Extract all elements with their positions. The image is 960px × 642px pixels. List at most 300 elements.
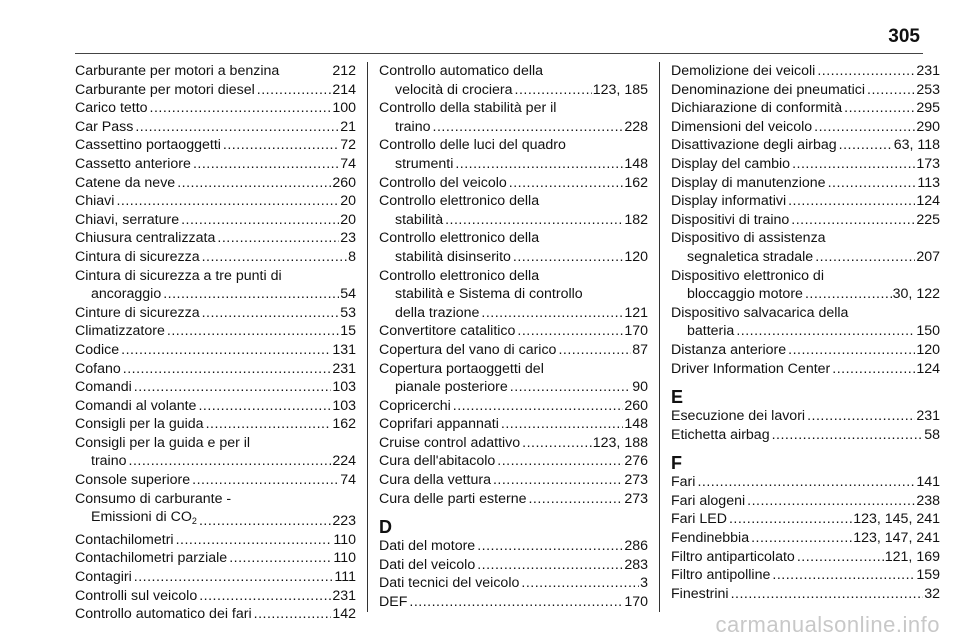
index-entry bbox=[379, 99, 648, 136]
index-entry bbox=[75, 360, 356, 379]
entry-term: Esecuzione dei lavori bbox=[671, 408, 806, 425]
entry-page-ref: 90 bbox=[632, 379, 648, 396]
entry-term: Chiusura centralizzata bbox=[75, 230, 216, 247]
entry-term: Controllo del veicolo bbox=[379, 174, 507, 191]
entry-page-ref: 120 bbox=[624, 248, 648, 265]
index-entry bbox=[671, 81, 940, 100]
index-entry bbox=[379, 267, 648, 323]
entry-term: Chiavi bbox=[75, 193, 115, 210]
index-entry bbox=[75, 248, 356, 267]
entry-term: Filtro antipolline bbox=[671, 567, 771, 584]
index-column-2 bbox=[367, 62, 648, 612]
entry-leader-dots bbox=[121, 341, 331, 360]
entry-term: Distanza anteriore bbox=[671, 341, 787, 358]
entry-page-ref: 260 bbox=[624, 397, 648, 414]
entry-leader-dots bbox=[867, 81, 915, 100]
index-entry bbox=[671, 62, 940, 81]
index-entry bbox=[75, 81, 356, 100]
index-entry bbox=[379, 62, 648, 99]
entry-page-ref: 225 bbox=[916, 211, 940, 228]
index-entry bbox=[75, 341, 356, 360]
entry-page-ref: 142 bbox=[332, 606, 356, 623]
index-entry bbox=[671, 548, 940, 567]
index-entry bbox=[671, 99, 940, 118]
index-entry bbox=[75, 471, 356, 490]
entry-page-ref: 21 bbox=[340, 118, 356, 135]
entry-term: Cura della vettura bbox=[379, 472, 491, 489]
index-entry bbox=[379, 452, 648, 471]
index-entry bbox=[75, 304, 356, 323]
entry-page-ref: 182 bbox=[624, 211, 648, 228]
entry-term-first-line: Consigli per la guida e per il bbox=[75, 434, 251, 451]
entry-term: Filtro antiparticolato bbox=[671, 548, 795, 565]
index-entry bbox=[379, 136, 648, 173]
entry-term: Catene da neve bbox=[75, 174, 176, 191]
entry-leader-dots bbox=[814, 118, 915, 137]
index-entry bbox=[671, 211, 940, 230]
index-entry-line bbox=[379, 81, 648, 100]
entry-term: DEF bbox=[379, 594, 408, 611]
entry-page-ref: 170 bbox=[624, 594, 648, 611]
entry-page-ref: 74 bbox=[340, 472, 356, 489]
entry-page-ref: 162 bbox=[624, 174, 648, 191]
entry-page-ref: 207 bbox=[916, 248, 940, 265]
entry-page-ref: 113 bbox=[917, 174, 940, 191]
entry-leader-dots bbox=[788, 341, 915, 360]
entry-leader-dots bbox=[736, 322, 915, 341]
entry-term: Codice bbox=[75, 341, 120, 358]
index-entry bbox=[671, 473, 940, 492]
entry-leader-dots bbox=[134, 568, 334, 587]
entry-term: Copertura del vano di carico bbox=[379, 341, 557, 358]
entry-leader-dots bbox=[828, 174, 917, 193]
index-entry bbox=[75, 118, 356, 137]
entry-page-ref: 100 bbox=[332, 100, 356, 117]
entry-leader-dots bbox=[254, 605, 332, 624]
entry-leader-dots bbox=[493, 471, 623, 490]
entry-term-subscript-wrap bbox=[91, 508, 197, 531]
entry-term: Coprifari appannati bbox=[379, 416, 499, 433]
index-column-1 bbox=[75, 62, 356, 624]
index-entry bbox=[75, 62, 356, 81]
index-entry bbox=[75, 136, 356, 155]
entry-term: Fari LED bbox=[671, 511, 727, 528]
entry-page-ref: 54 bbox=[340, 286, 356, 303]
entry-leader-dots bbox=[199, 587, 331, 606]
index-entry bbox=[75, 397, 356, 416]
entry-leader-dots bbox=[202, 248, 348, 267]
entry-page-ref: 20 bbox=[340, 193, 356, 210]
entry-leader-dots bbox=[198, 397, 331, 416]
entry-leader-dots bbox=[513, 248, 623, 267]
entry-term: Fari bbox=[671, 474, 696, 491]
index-entry bbox=[379, 192, 648, 229]
entry-page-ref: 58 bbox=[924, 426, 940, 443]
entry-term-first-line: Controllo elettronico della bbox=[379, 230, 540, 247]
entry-term: Cofano bbox=[75, 360, 121, 377]
entry-term-first-line: Controllo delle luci del quadro bbox=[379, 137, 566, 154]
entry-page-ref: 276 bbox=[624, 453, 648, 470]
index-entry bbox=[379, 397, 648, 416]
index-entry bbox=[75, 267, 356, 304]
entry-page-ref: 283 bbox=[624, 556, 648, 573]
entry-page-ref: 148 bbox=[624, 155, 648, 172]
index-entry bbox=[379, 415, 648, 434]
entry-leader-dots bbox=[150, 99, 332, 118]
entry-term: Dati tecnici del veicolo bbox=[379, 575, 520, 592]
entry-leader-dots bbox=[477, 537, 623, 556]
entry-leader-dots bbox=[731, 585, 924, 604]
entry-page-ref: 286 bbox=[624, 538, 648, 555]
entry-page-ref: 148 bbox=[624, 416, 648, 433]
entry-page-ref: 223 bbox=[332, 513, 356, 530]
entry-page-ref: 110 bbox=[333, 531, 356, 548]
entry-leader-dots bbox=[772, 566, 915, 585]
entry-term-middle-line: stabilità e Sistema di controllo bbox=[395, 286, 583, 303]
entry-page-ref: 231 bbox=[332, 587, 356, 604]
entry-leader-dots bbox=[697, 473, 915, 492]
entry-leader-dots bbox=[817, 62, 915, 81]
entry-term: Denominazione dei pneumatici bbox=[671, 81, 866, 98]
entry-leader-dots bbox=[481, 304, 623, 323]
entry-term-first-line: Consumo di carburante - bbox=[75, 490, 232, 507]
entry-leader-dots bbox=[134, 378, 332, 397]
index-entry-line bbox=[379, 304, 648, 323]
entry-term: Cintura di sicurezza bbox=[75, 248, 200, 265]
entry-leader-dots bbox=[807, 407, 915, 426]
index-entry-line bbox=[379, 211, 648, 230]
index-entry bbox=[671, 585, 940, 604]
index-entry bbox=[671, 192, 940, 211]
entry-leader-dots bbox=[558, 341, 631, 360]
entry-leader-dots bbox=[815, 248, 915, 267]
entry-term-first-line: Controllo elettronico della bbox=[379, 267, 540, 284]
entry-term: Dimensioni del veicolo bbox=[671, 118, 813, 135]
index-column-3 bbox=[659, 62, 940, 612]
entry-leader-dots bbox=[797, 548, 884, 567]
index-entry bbox=[75, 415, 356, 434]
entry-leader-dots bbox=[129, 452, 332, 471]
entry-page-ref: 162 bbox=[332, 416, 356, 433]
entry-leader-dots bbox=[832, 360, 915, 379]
entry-leader-dots bbox=[167, 322, 339, 341]
entry-page-ref: 124 bbox=[916, 360, 940, 377]
entry-leader-dots bbox=[433, 118, 624, 137]
entry-leader-dots bbox=[805, 285, 892, 304]
index-entry bbox=[379, 471, 648, 490]
entry-leader-dots bbox=[163, 285, 339, 304]
index-entry-line bbox=[75, 452, 356, 471]
index-entry bbox=[671, 510, 940, 529]
entry-term: Copricerchi bbox=[379, 397, 451, 414]
entry-leader-dots bbox=[792, 155, 915, 174]
index-entry bbox=[671, 341, 940, 360]
entry-page-ref: 231 bbox=[332, 360, 356, 377]
index-entry bbox=[671, 407, 940, 426]
entry-term: batteria bbox=[687, 323, 735, 340]
index-entry-line bbox=[379, 155, 648, 174]
entry-leader-dots bbox=[217, 229, 339, 248]
index-entry-line bbox=[75, 285, 356, 304]
entry-term: Console superiore bbox=[75, 472, 191, 489]
entry-page-ref: 32 bbox=[924, 585, 940, 602]
index-entry bbox=[75, 174, 356, 193]
entry-term-first-line: Cintura di sicurezza a tre punti di bbox=[75, 267, 282, 284]
entry-leader-dots bbox=[510, 378, 631, 397]
entry-page-ref: 3 bbox=[640, 575, 648, 592]
entry-page-ref: 159 bbox=[916, 567, 940, 584]
entry-term: strumenti bbox=[395, 155, 454, 172]
entry-leader-dots bbox=[123, 360, 332, 379]
index-entry bbox=[379, 434, 648, 453]
entry-leader-dots bbox=[116, 192, 339, 211]
index-entry bbox=[379, 490, 648, 509]
entry-leader-dots bbox=[791, 211, 915, 230]
entry-term: pianale posteriore bbox=[395, 379, 508, 396]
index-entry bbox=[75, 211, 356, 230]
entry-page-ref: 121, 169 bbox=[884, 548, 940, 565]
index-entry bbox=[379, 537, 648, 556]
entry-term: Cinture di sicurezza bbox=[75, 304, 200, 321]
index-entry bbox=[75, 605, 356, 624]
entry-page-ref: 20 bbox=[340, 211, 356, 228]
entry-leader-dots bbox=[788, 192, 915, 211]
entry-page-ref: 111 bbox=[334, 569, 356, 586]
entry-leader-dots bbox=[839, 136, 893, 155]
entry-term: Consigli per la guida bbox=[75, 416, 204, 433]
entry-page-ref: 150 bbox=[916, 323, 940, 340]
index-entry bbox=[75, 322, 356, 341]
entry-term: segnaletica stradale bbox=[687, 248, 814, 265]
entry-term-first-line: Dispositivo elettronico di bbox=[671, 267, 824, 284]
index-entry bbox=[379, 574, 648, 593]
entry-leader-dots bbox=[521, 574, 639, 593]
entry-leader-dots bbox=[177, 174, 331, 193]
index-entry bbox=[75, 378, 356, 397]
entry-page-ref: 53 bbox=[340, 304, 356, 321]
index-entry bbox=[671, 426, 940, 445]
entry-term: Display informativi bbox=[671, 193, 787, 210]
entry-leader-dots bbox=[772, 426, 924, 445]
index-entry bbox=[379, 556, 648, 575]
entry-term: traino bbox=[91, 453, 127, 470]
entry-leader-dots bbox=[515, 81, 592, 100]
entry-leader-dots bbox=[453, 397, 624, 416]
entry-term: Etichetta airbag bbox=[671, 426, 770, 443]
entry-leader-dots bbox=[522, 434, 592, 453]
entry-term: Dispositivi di traino bbox=[671, 211, 790, 228]
index-entry bbox=[379, 174, 648, 193]
index-entry bbox=[671, 229, 940, 266]
entry-page-ref: 103 bbox=[332, 379, 356, 396]
entry-term: Car Pass bbox=[75, 118, 134, 135]
entry-term: Convertitore catalitico bbox=[379, 323, 516, 340]
entry-term: stabilità bbox=[395, 211, 444, 228]
entry-page-ref: 212 bbox=[332, 63, 356, 79]
entry-page-ref: 74 bbox=[340, 155, 356, 172]
entry-page-ref: 63, 118 bbox=[893, 137, 940, 154]
index-entry bbox=[75, 155, 356, 174]
index-entry bbox=[379, 322, 648, 341]
entry-leader-dots bbox=[409, 593, 623, 612]
entry-term: bloccaggio motore bbox=[687, 286, 803, 303]
entry-term: Climatizzatore bbox=[75, 323, 165, 340]
entry-leader-dots bbox=[497, 452, 623, 471]
entry-page-ref: 87 bbox=[632, 341, 648, 358]
index-entry-line bbox=[671, 322, 940, 341]
entry-term: Disattivazione degli airbag bbox=[671, 137, 837, 154]
section-letter: F bbox=[671, 453, 682, 474]
index-entry bbox=[75, 568, 356, 587]
entry-term-first-line: Dispositivo di assistenza bbox=[671, 230, 826, 247]
entry-leader-dots bbox=[176, 531, 333, 550]
header-rule bbox=[75, 53, 923, 54]
entry-page-ref: 170 bbox=[624, 323, 648, 340]
entry-term: Controlli sul veicolo bbox=[75, 587, 198, 604]
entry-page-ref: 8 bbox=[348, 248, 356, 265]
index-entry bbox=[75, 192, 356, 211]
watermark: carmanualsonline.info bbox=[715, 612, 940, 637]
entry-leader-dots bbox=[477, 556, 623, 575]
entry-term: velocità di crociera bbox=[395, 81, 513, 98]
index-entry-line bbox=[671, 285, 940, 304]
entry-term: Driver Information Center bbox=[671, 360, 831, 377]
entry-page-ref: 23 bbox=[340, 230, 356, 247]
page-number: 305 bbox=[888, 26, 920, 47]
index-entry bbox=[671, 492, 940, 511]
entry-page-ref: 224 bbox=[332, 453, 356, 470]
index-entry bbox=[671, 174, 940, 193]
entry-page-ref: 124 bbox=[916, 193, 940, 210]
index-entry bbox=[75, 99, 356, 118]
entry-page-ref: 290 bbox=[916, 118, 940, 135]
entry-term: Dati del veicolo bbox=[379, 556, 476, 573]
index-entry bbox=[671, 566, 940, 585]
index-entry bbox=[379, 229, 648, 266]
entry-leader-dots bbox=[192, 471, 339, 490]
entry-page-ref: 228 bbox=[624, 118, 648, 135]
section-letter: E bbox=[671, 387, 684, 408]
entry-page-ref: 273 bbox=[624, 490, 648, 507]
index-entry bbox=[671, 304, 940, 341]
entry-term: stabilità disinserito bbox=[395, 248, 511, 265]
entry-page-ref: 295 bbox=[916, 100, 940, 117]
index-entry-line bbox=[379, 118, 648, 137]
entry-leader-dots bbox=[517, 322, 623, 341]
index-entry-line bbox=[379, 378, 648, 397]
entry-term-first-line: Controllo della stabilità per il bbox=[379, 100, 557, 117]
entry-subscript: 2 bbox=[191, 516, 197, 527]
entry-term: Cura dell'abitacolo bbox=[379, 453, 496, 470]
entry-leader-dots bbox=[181, 211, 339, 230]
index-entry bbox=[379, 360, 648, 397]
index-entry bbox=[671, 118, 940, 137]
entry-leader-dots bbox=[501, 415, 623, 434]
index-entry bbox=[75, 434, 356, 471]
entry-term-first-line: Dispositivo salvacarica della bbox=[671, 304, 849, 321]
entry-leader-dots bbox=[257, 81, 332, 100]
entry-leader-dots bbox=[445, 211, 623, 230]
entry-term-first-line: Copertura portaoggetti del bbox=[379, 360, 544, 377]
section-letter: D bbox=[379, 517, 392, 538]
entry-term: Contachilometri parziale bbox=[75, 550, 228, 567]
entry-term: Cura delle parti esterne bbox=[379, 490, 527, 507]
entry-page-ref: 123, 185 bbox=[592, 81, 648, 98]
entry-term: Chiavi, serrature bbox=[75, 211, 180, 228]
entry-term: Carburante per motori a benzina bbox=[75, 63, 280, 79]
index-columns bbox=[75, 62, 940, 624]
entry-page-ref: 123, 188 bbox=[592, 434, 648, 451]
entry-term: Contachilometri bbox=[75, 531, 174, 548]
entry-page-ref: 260 bbox=[332, 174, 356, 191]
index-entry bbox=[379, 341, 648, 360]
entry-page-ref: 120 bbox=[916, 341, 940, 358]
entry-term: Finestrini bbox=[671, 585, 729, 602]
entry-term: Display del cambio bbox=[671, 155, 791, 172]
entry-term: Carico tetto bbox=[75, 100, 148, 117]
index-entry bbox=[671, 136, 940, 155]
entry-term: Demolizione dei veicoli bbox=[671, 63, 816, 79]
entry-leader-dots bbox=[747, 492, 915, 511]
entry-page-ref: 131 bbox=[332, 341, 356, 358]
entry-leader-dots bbox=[528, 490, 623, 509]
entry-term: traino bbox=[395, 118, 431, 135]
entry-page-ref: 231 bbox=[916, 63, 940, 79]
entry-page-ref: 15 bbox=[340, 323, 356, 340]
entry-page-ref: 123, 145, 241 bbox=[853, 511, 940, 528]
entry-page-ref: 141 bbox=[916, 474, 940, 491]
index-entry bbox=[75, 490, 356, 531]
entry-leader-dots bbox=[223, 136, 339, 155]
entry-page-ref: 121 bbox=[624, 304, 648, 321]
entry-term: Comandi bbox=[75, 379, 132, 396]
index-entry bbox=[75, 587, 356, 606]
entry-term: Dichiarazione di conformità bbox=[671, 100, 843, 117]
entry-leader-dots bbox=[193, 155, 339, 174]
entry-leader-dots bbox=[206, 415, 332, 434]
entry-term: Cassettino portaoggetti bbox=[75, 137, 221, 154]
entry-leader-dots bbox=[229, 549, 332, 568]
index-entry bbox=[75, 549, 356, 568]
entry-term: Contagiri bbox=[75, 569, 132, 586]
entry-page-ref: 253 bbox=[916, 81, 940, 98]
entry-page-ref: 110 bbox=[333, 550, 356, 567]
entry-term: Dati del motore bbox=[379, 538, 476, 555]
entry-page-ref: 238 bbox=[916, 492, 940, 509]
index-entry bbox=[75, 531, 356, 550]
index-entry bbox=[75, 229, 356, 248]
entry-term-first-line: Controllo elettronico della bbox=[379, 193, 540, 210]
entry-term: Comandi al volante bbox=[75, 397, 197, 414]
entry-leader-dots bbox=[729, 510, 852, 529]
entry-leader-dots bbox=[202, 304, 340, 323]
entry-page-ref: 231 bbox=[916, 408, 940, 425]
entry-term: della trazione bbox=[395, 304, 480, 321]
entry-leader-dots bbox=[844, 99, 915, 118]
entry-page-ref: 30, 122 bbox=[892, 286, 940, 303]
entry-term: Display di manutenzione bbox=[671, 174, 826, 191]
index-entry bbox=[671, 155, 940, 174]
entry-leader-dots bbox=[135, 118, 339, 137]
entry-leader-dots bbox=[199, 512, 331, 531]
entry-page-ref: 214 bbox=[332, 81, 356, 98]
entry-term: Fendinebbia bbox=[671, 530, 750, 547]
entry-leader-dots bbox=[509, 174, 624, 193]
index-entry bbox=[671, 267, 940, 304]
index-entry bbox=[379, 593, 648, 612]
entry-leader-dots bbox=[455, 155, 623, 174]
entry-page-ref: 273 bbox=[624, 472, 648, 489]
